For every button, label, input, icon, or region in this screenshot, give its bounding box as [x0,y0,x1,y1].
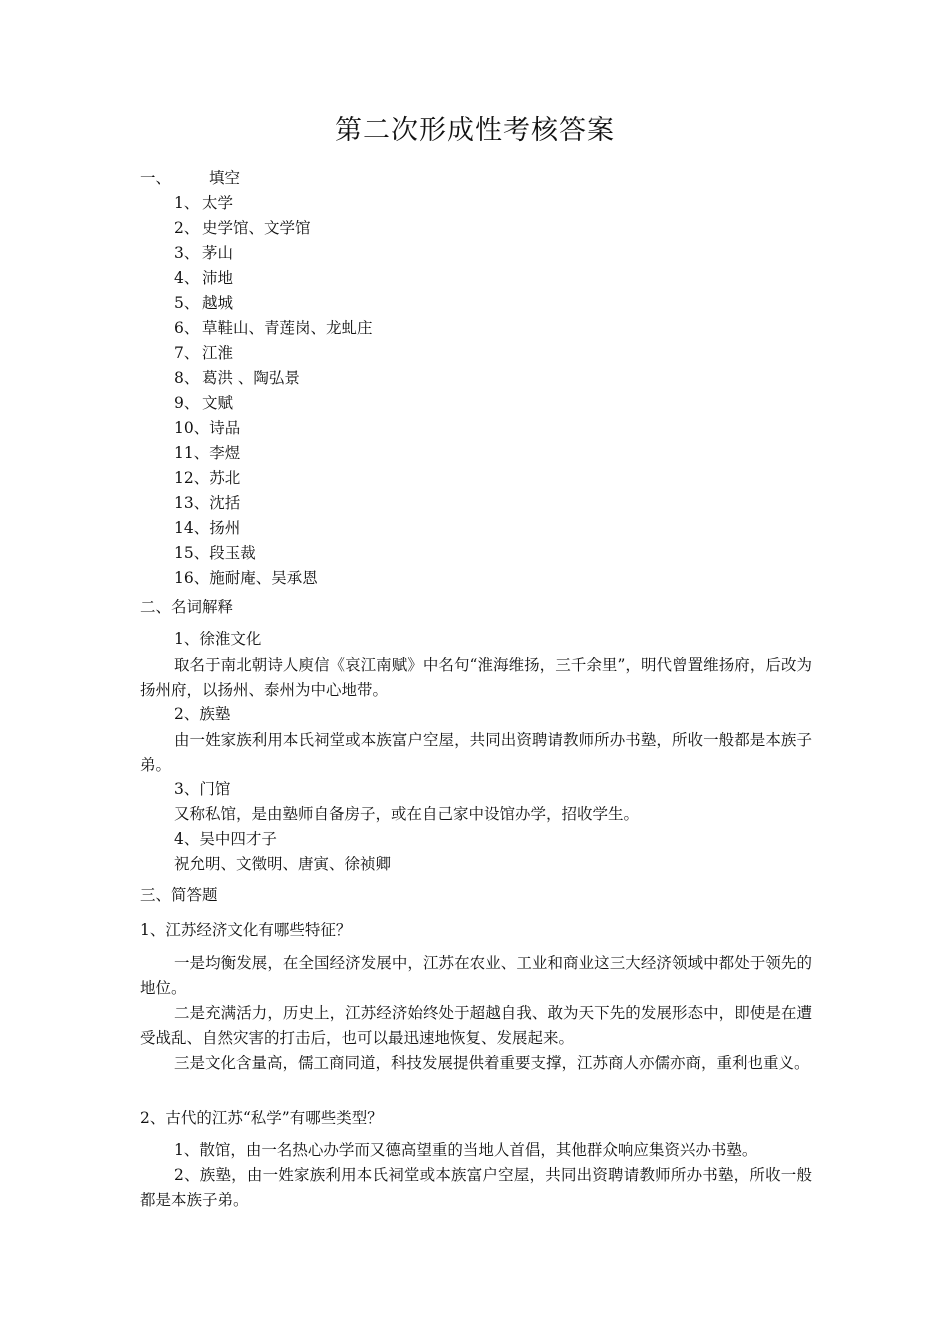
term-definition: 取名于南北朝诗人庾信《哀江南赋》中名句“淮海维扬，三千余里”，明代曾置维扬府，后改为扬州府，以扬州、泰州为中心地带。 [140,656,812,699]
list-item: 1、 太学 [174,194,234,212]
question: 1、江苏经济文化有哪些特征？ [140,921,352,939]
answer-paragraph: 三是文化含量高，儒工商同道，科技发展提供着重要支撑，江苏商人亦儒亦商，重利也重义。 [174,1054,810,1072]
section-label: 填空 [209,169,241,187]
term-heading: 3、门馆 [174,780,231,798]
section-number: 一、 [140,169,172,187]
list-item: 16、施耐庵、吴承恩 [174,569,318,587]
answer-paragraph: 1、散馆，由一名热心办学而又德高望重的当地人首倡，其他群众响应集资兴办书塾。 [174,1141,758,1159]
list-item: 15、段玉裁 [174,544,256,562]
section-heading-terms: 二、名词解释 [140,598,234,616]
answer-paragraph: 2、族塾，由一姓家族利用本氏祠堂或本族富户空屋，共同出资聘请教师所办书塾，所收一般都是本族子弟。 [140,1166,812,1209]
list-item: 5、 越城 [174,294,234,312]
list-item: 11、李煜 [174,444,241,462]
list-item: 12、苏北 [174,469,241,487]
term-definition: 又称私馆，是由塾师自备房子，或在自己家中设馆办学，招收学生。 [174,805,640,823]
list-item: 9、 文赋 [174,394,234,412]
list-item: 4、 沛地 [174,269,234,287]
list-item: 14、扬州 [174,519,241,537]
list-item: 3、 茅山 [174,244,234,262]
term-definition: 祝允明、文徵明、唐寅、徐祯卿 [174,855,392,873]
answer-paragraph: 二是充满活力，历史上，江苏经济始终处于超越自我、敢为天下先的发展形态中，即使是在遭受战乱、自然灾害的打击后，也可以最迅速地恢复、发展起来。 [140,1004,812,1047]
list-item: 6、 草鞋山、青莲岗、龙虬庄 [174,319,373,337]
section-heading-short-answer: 三、简答题 [140,886,218,904]
term-heading: 1、徐淮文化 [174,630,262,648]
term-heading: 2、族塾 [174,705,231,723]
question: 2、古代的江苏“私学”有哪些类型？ [140,1109,383,1127]
list-item: 10、诗品 [174,419,241,437]
list-item: 13、沈括 [174,494,241,512]
term-definition: 由一姓家族利用本氏祠堂或本族富户空屋，共同出资聘请教师所办书塾，所收一般都是本族子弟。 [140,731,812,774]
answer-paragraph: 一是均衡发展，在全国经济发展中，江苏在农业、工业和商业这三大经济领域中都处于领先的地位。 [140,954,812,997]
list-item: 8、 葛洪 、陶弘景 [174,369,300,387]
page-title: 第二次形成性考核答案 [335,115,615,146]
term-heading: 4、吴中四才子 [174,830,277,848]
section-heading-fill [140,167,240,189]
list-item: 2、 史学馆、文学馆 [174,219,311,237]
list-item: 7、 江淮 [174,344,234,362]
